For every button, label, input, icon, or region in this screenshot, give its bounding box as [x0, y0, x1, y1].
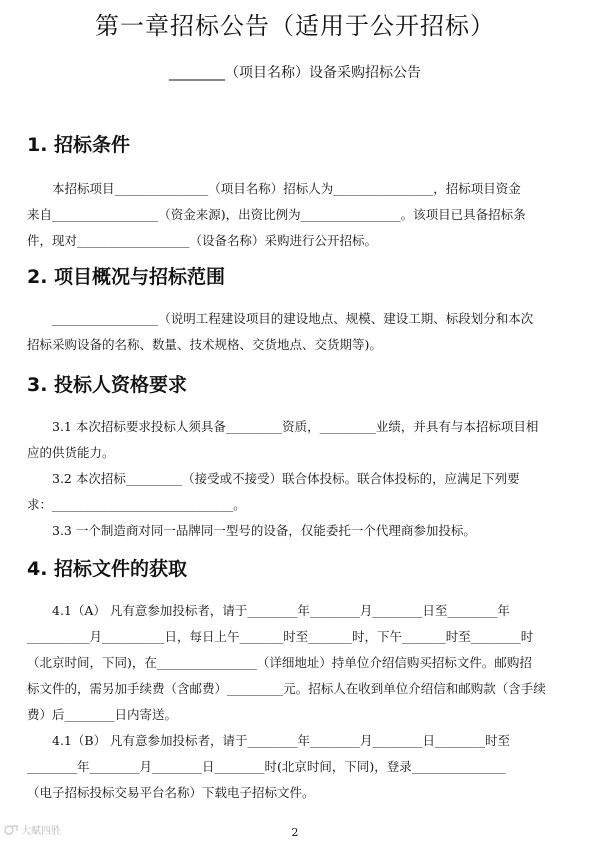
text-line: 3.3 一个制造商对同一品牌同一型号的设备，仅能委托一个代理商参加投标。	[27, 523, 476, 538]
text-line: （北京时间，下同)，在________________（详细地址）持单位介绍信购买招标文件。邮购招	[27, 655, 532, 670]
section-heading-1: 1. 招标条件	[27, 134, 131, 156]
text-line: （电子招标投标交易平台名称）下载电子招标文件。	[27, 785, 315, 800]
text-line: 3.1 本次招标要求投标人须具备_________资质，_________业绩，并具有与本招标项目相	[27, 419, 539, 434]
text-line: 4.1（A） 凡有意参加投标者，请于________年________月________日至________年	[27, 603, 510, 618]
section-body-3	[27, 414, 570, 544]
watermark	[4, 822, 61, 837]
text-line: 本招标项目_______________（项目名称）招标人为________________，招标项目资金	[27, 181, 521, 196]
text-line: 件，现对__________________（设备名称）采购进行公开招标。	[27, 233, 378, 248]
text-line: 应的供货能力。	[27, 445, 115, 460]
text-line: 来自_________________（资金来源)，出资比例为________________。该项目已具备招标条	[27, 207, 526, 222]
text-line: ________年________月________日________时(北京时间，下同)，登录_______________	[27, 759, 506, 774]
text-line: 4.1（B） 凡有意参加投标者，请于________年________月________日________时至	[27, 733, 511, 748]
section-body-2	[27, 306, 570, 358]
text-line: 标文件的，需另加手续费（含邮费）_________元。招标人在收到单位介绍信和邮购款（含手续	[27, 681, 546, 696]
text-line: 费）后________日内寄送。	[27, 707, 178, 722]
text-line: 求：_____________________________。	[27, 497, 246, 512]
text-line: 招标采购设备的名称、数量、技术规格、交货地点、交货期等)。	[27, 337, 382, 352]
section-heading-2: 2. 项目概况与招标范围	[27, 266, 226, 288]
section-body-1	[27, 176, 570, 254]
section-body-4	[27, 598, 570, 806]
watermark-logo-icon	[4, 824, 18, 835]
watermark-text: 大赋四胜	[21, 826, 61, 837]
section-heading-3: 3. 投标人资格要求	[27, 374, 188, 396]
section-heading-4: 4. 招标文件的获取	[27, 558, 188, 580]
text-line: __________月__________日，每日上午_______时至_______时，下午_______时至________时	[27, 629, 534, 644]
document-subtitle: ________（项目名称）设备采购招标公告	[169, 65, 421, 81]
text-line: 3.2 本次招标_________（接受或不接受）联合体投标。联合体投标的，应满足下列要	[27, 471, 520, 486]
text-line: _________________（说明工程建设项目的建设地点、规模、建设工期、标段划分和本次	[27, 311, 534, 326]
document-title: 第一章招标公告（适用于公开招标）	[95, 12, 495, 40]
page-number: 2	[291, 826, 299, 839]
